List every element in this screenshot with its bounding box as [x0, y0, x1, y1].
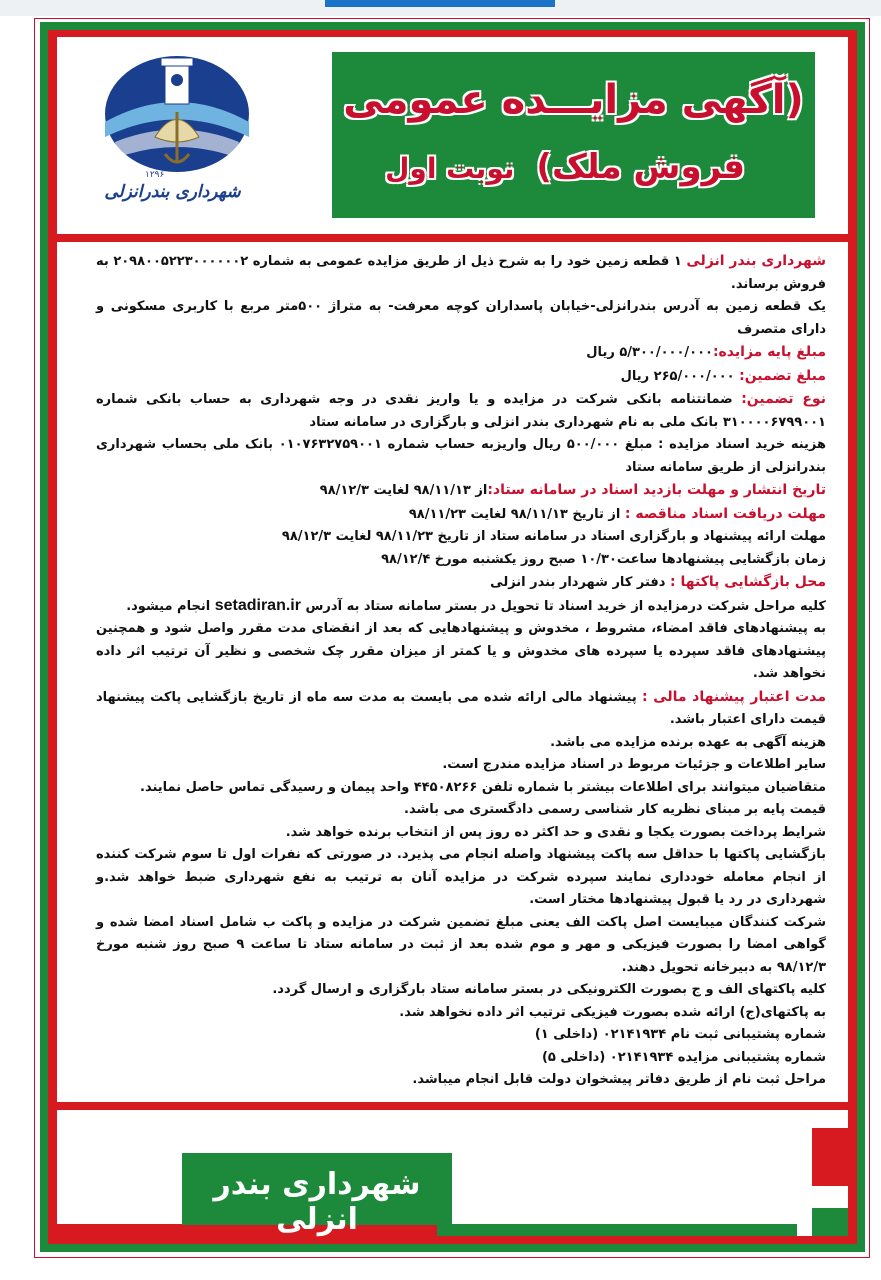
- publish-label: تاریخ انتشار و مهلت بازدید اسناد در سامانه ستاد:: [487, 482, 826, 498]
- guarantee-type-value: ضمانتنامه بانکی شرکت در مزایده و یا واریز نقدی در وجه شهرداری به حساب بانکی شماره ۳۱۰۰۰۰۶۷۹۹۰۰۱ بانک ملی به نام شهرداری بندر انزلی و بارگزاری در سامانه ستاد: [96, 392, 826, 430]
- footer-red-stripe: [812, 1128, 848, 1186]
- base-price-label: مبلغ پایه مزایده:: [712, 344, 826, 360]
- payment-terms: شرایط پرداخت بصورت یکجا و نقدی و حد اکثر ده روز پس از انتخاب برنده خواهد شد.: [285, 824, 826, 840]
- submit-deadline: مهلت ارائه پیشنهاد و بارگزاری اسناد در سامانه ستاد از تاریخ ۹۸/۱۱/۲۳ لغایت ۹۸/۱۲/۳: [281, 529, 826, 544]
- opening-place-label: محل بازگشایی پاکتها :: [670, 574, 826, 590]
- contact-info: متقاضیان میتوانند برای اطلاعات بیشتر با شماره تلفن ۴۴۵۰۸۲۶۶ واحد پیمان و رسیدگی تماس حاصل نمایند.: [140, 779, 826, 795]
- logo-year: ۱۲۹۶: [145, 170, 165, 180]
- top-blue-bar: [325, 0, 555, 7]
- round-label: نوبت اول: [385, 152, 515, 185]
- footer-banner: [182, 1153, 452, 1237]
- intro-text: ۱ قطعه زمین خود را به شرح ذیل از طریق مزایده عمومی به شماره ۲۰۹۸۰۰۵۲۲۳۰۰۰۰۰۰۲ به فروش برساند.: [96, 254, 826, 292]
- envelopes-rule: شرکت کنندگان میبایست اصل پاکت الف یعنی مبلغ تضمین شرکت در مزایده و پاکت ب شامل اسناد امضا شده و گواهی امضا را بصورت فیزیکی و مهر و موم شده بعد از ثبت در سامانه ستاد تا ساعت ۹ صبح روز شنبه مورخ ۹۸/۱۲/۳ به دبیرخانه تحویل دهند.: [96, 914, 826, 975]
- steps-post: انجام میشود.: [126, 598, 215, 614]
- base-price-basis: قیمت پایه بر مبنای نظریه کار شناسی رسمی دادگستری می باشد.: [404, 802, 826, 817]
- publish-line: [96, 479, 826, 503]
- opening-place-value: دفتر کار شهردار بندر انزلی: [490, 575, 671, 590]
- registration-note: مراحل ثبت نام از طریق دفاتر پیشخوان دولت قابل انجام میباشد.: [412, 1072, 826, 1087]
- base-price-line: [96, 341, 826, 365]
- footer-white-stripe: [808, 1186, 848, 1208]
- municipality-logo: [85, 42, 260, 220]
- receive-line: [96, 503, 826, 527]
- announcement-body: [96, 250, 826, 1092]
- page-title: (آگهی مزایـــده عمومی: [343, 77, 804, 123]
- guarantee-line: [96, 365, 826, 389]
- electronic-submission: کلیه پاکتهای الف و ج بصورت الکترونیکی در بستر سامانه ستاد بارگزاری و ارسال گردد.: [272, 982, 826, 997]
- purchase-cost: هزینه خرید اسناد مزایده : مبلغ ۵۰۰/۰۰۰ ریال واریزبه حساب شماره ۰۱۰۷۶۳۲۷۵۹۰۰۱ بانک ملی بحساب شهرداری بندرانزلی از طریق سامانه ستاد: [96, 437, 826, 475]
- physical-note: به پاکتهای(ج) ارائه شده بصورت فیزیکی ترتیب اثر داده نخواهد شد.: [399, 1004, 826, 1020]
- footer-green-stripe: [812, 1208, 848, 1236]
- footer-green-band: [437, 1224, 797, 1236]
- title-sale: فروش ملک): [536, 147, 745, 187]
- logo-caption: شهرداری بندرانزلی: [104, 182, 241, 202]
- support-auction: شماره پشتیبانی مزایده ۰۲۱۴۱۹۳۴ (داخلی ۵): [541, 1049, 826, 1065]
- footer-panel: [57, 1110, 848, 1236]
- title-subline: [385, 147, 745, 187]
- footer-org-name: شهرداری بندر انزلی: [213, 1167, 421, 1237]
- other-info: سایر اطلاعات و جزئیات مربوط در اسناد مزایده مندرج است.: [442, 757, 826, 772]
- receive-value: از تاریخ ۹۸/۱۱/۱۳ لغایت ۹۸/۱۱/۲۳: [408, 506, 625, 522]
- publish-value: از ۹۸/۱۱/۱۳ لغایت ۹۸/۱۲/۳: [319, 483, 488, 498]
- validity-line: [96, 686, 826, 732]
- steps-line: [96, 595, 826, 619]
- opening-place-line: [96, 571, 826, 595]
- intro-lead: شهرداری بندر انزلی: [686, 253, 826, 269]
- opening-time: زمان بازگشایی پیشنهادها ساعت۱۰/۳۰ صبح روز یکشنبه مورخ ۹۸/۱۲/۴: [381, 551, 826, 567]
- support-registration: شماره پشتیبانی ثبت نام ۰۲۱۴۱۹۳۴ (داخلی ۱): [534, 1027, 826, 1042]
- base-price-value: ۵/۳۰۰/۰۰۰/۰۰۰ ریال: [586, 345, 713, 360]
- website-link[interactable]: setadiran.ir: [214, 596, 301, 614]
- invalid-bids: به پیشنهادهای فاقد امضاء، مشروط ، مخدوش و پیشنهادهایی که بعد از انقضای مدت مقرر واصل شود و همچنین پیشنهادهای فاقد سپرده یا سپرده های مخدوش و یا کمتر از میزان مقرر چک شخصی و نظیر آن ترتیب اثر داده نخواهد شد.: [96, 621, 826, 681]
- guarantee-type-line: [96, 388, 826, 434]
- ad-cost: هزینه آگهی به عهده برنده مزایده می باشد.: [550, 734, 826, 750]
- title-banner: [330, 50, 817, 220]
- steps-pre: کلیه مراحل شرکت درمزایده از خرید اسناد تا تحویل در بستر سامانه ستاد به آدرس: [300, 598, 826, 614]
- opening-rule: بازگشایی پاکتها با حداقل سه پاکت پیشنهاد واصله انجام می پذیرد. در صورتی که نفرات اول تا سوم شرکت کننده از انجام معامله خودداری نمایند سپرده شرکت در مزایده آنان به ترتیب به نفع شهرداری ضبط خواهد شد.و شهرداری در رد یا قبول پیشنهادها مختار است.: [96, 847, 826, 907]
- guarantee-type-label: نوع تضمین:: [741, 391, 826, 407]
- guarantee-label: مبلغ تضمین:: [739, 367, 826, 384]
- receive-label: مهلت دریافت اسناد مناقصه :: [624, 505, 826, 522]
- intro-paragraph: [96, 250, 826, 296]
- guarantee-value: ۲۶۵/۰۰۰/۰۰۰ ریال: [620, 368, 735, 384]
- validity-label: مدت اعتبار پیشنهاد مالی :: [641, 688, 826, 705]
- property-description: یک قطعه زمین به آدرس بندرانزلی-خیابان پاسداران کوچه معرفت- به متراژ ۵۰۰متر مربع با کاربری مسکونی و دارای متصرف: [96, 299, 826, 337]
- validity-value: پیشنهاد مالی ارائه شده می بایست به مدت سه ماه از تاریخ بازگشایی پاکت پیشنهاد قیمت دارای اعتبار باشد.: [96, 689, 826, 727]
